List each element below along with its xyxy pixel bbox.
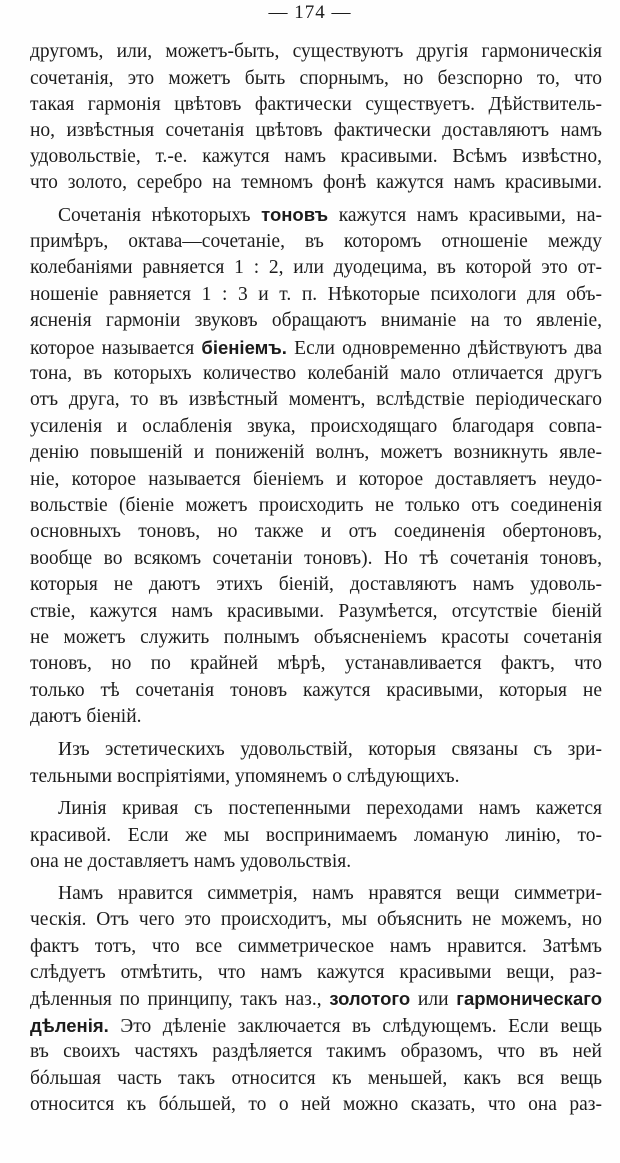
text-segment: отъ друга, то въ извѣстный моментъ, вслѣдствіе періодическаго xyxy=(30,389,602,410)
text-line xyxy=(30,466,602,493)
text-line xyxy=(30,91,602,118)
text-segment: ческія. Отъ чего это происходитъ, мы объяснить не можемъ, но xyxy=(30,909,602,930)
text-line xyxy=(30,413,602,440)
text-line xyxy=(30,1012,602,1040)
text-segment: Сочетанія нѣкоторыхъ xyxy=(58,205,262,226)
text-line xyxy=(30,334,602,362)
text-segment: тона, въ которыхъ количество колебаній мало отличается другъ xyxy=(30,363,602,384)
text-segment: бóльшая часть такъ относится къ меньшей, какъ вся вещь xyxy=(30,1068,602,1089)
text-segment: ношеніе равняется 1 : 3 и т. п. Нѣкоторые психологи для объ- xyxy=(30,284,602,305)
text-segment: ясненія гармоніи звуковъ обращаютъ вниманіе на то явленіе, xyxy=(30,310,602,331)
text-line xyxy=(30,650,602,677)
text-line xyxy=(30,703,602,730)
text-line xyxy=(30,545,602,572)
text-line xyxy=(30,439,602,466)
text-segment: Намъ нравится симметрія, намъ нравятся вещи симметри- xyxy=(58,883,602,904)
text-segment: даютъ біеній. xyxy=(30,706,142,727)
text-line xyxy=(58,736,602,763)
text-line xyxy=(30,38,602,65)
text-line xyxy=(30,117,602,144)
text-line xyxy=(58,795,602,822)
text-line xyxy=(58,201,602,229)
text-segment: что золото, серебро на темномъ фонѣ кажутся намъ красивыми. xyxy=(30,172,602,193)
text-segment: красивой. Если же мы воспринимаемъ ломаную линію, то- xyxy=(30,825,602,846)
text-line xyxy=(30,386,602,413)
text-segment: такая гармонія цвѣтовъ фактически существуетъ. Дѣйствитель- xyxy=(30,94,602,115)
text-segment: ствіе, кажутся намъ красивыми. Разумѣется, отсутствіе біеній xyxy=(30,601,602,622)
text-line xyxy=(30,571,602,598)
text-segment: или xyxy=(410,989,457,1010)
text-segment: слѣдуетъ отмѣтить, что намъ кажутся красивыми вещи, раз- xyxy=(30,962,602,983)
text-segment: ніе, которое называется біеніемъ и которое доставляетъ неудо- xyxy=(30,469,602,490)
text-segment: фактъ тотъ, что все симметрическое намъ нравится. Затѣмъ xyxy=(30,936,602,957)
text-segment: примѣръ, октава—сочетаніе, въ которомъ отношеніе между xyxy=(30,231,602,252)
bold-term: біеніемъ. xyxy=(201,337,287,358)
text-segment: Изъ эстетическихъ удовольствій, которыя связаны съ зри- xyxy=(58,739,602,760)
text-line xyxy=(58,880,602,907)
text-segment: Линія кривая съ постепенными переходами намъ кажется xyxy=(58,798,602,819)
page-number: — 174 — xyxy=(268,2,352,23)
text-segment: основныхъ тоновъ, но также и отъ соединенія обертоновъ, xyxy=(30,521,602,542)
text-line xyxy=(30,518,602,545)
text-line xyxy=(30,228,602,255)
text-segment: другомъ, или, можетъ-быть, существуютъ другія гармоническія xyxy=(30,41,602,62)
text-line xyxy=(30,985,602,1013)
text-segment: которыя не даютъ этихъ біеній, доставляютъ намъ удоволь- xyxy=(30,574,602,595)
text-segment: удовольствіе, т.-е. кажутся намъ красивыми. Всѣмъ извѣстно, xyxy=(30,146,602,167)
text-line xyxy=(30,822,602,849)
text-segment: усиленія и ослабленія звука, происходящаго благодаря совпа- xyxy=(30,416,602,437)
text-segment: дѣленныя по принципу, такъ наз., xyxy=(30,989,330,1010)
text-line xyxy=(30,763,602,790)
text-segment: тельными воспріятіями, упомянемъ о слѣдующихъ. xyxy=(30,766,460,787)
text-line xyxy=(30,360,602,387)
text-line xyxy=(30,933,602,960)
text-line xyxy=(30,254,602,281)
text-line xyxy=(30,959,602,986)
text-segment: которое называется xyxy=(30,338,202,359)
text-line xyxy=(30,624,602,651)
text-line xyxy=(30,307,602,334)
text-segment: кажутся намъ красивыми, на- xyxy=(328,205,602,226)
bold-term: тоновъ xyxy=(261,204,329,225)
bold-term: золотого xyxy=(329,988,411,1009)
text-line xyxy=(30,1091,602,1118)
text-line xyxy=(30,65,602,92)
bold-term: гармоническаго xyxy=(456,988,602,1009)
text-segment: тоновъ, но по крайней мѣрѣ, устанавливается фактъ, что xyxy=(30,653,602,674)
text-line xyxy=(30,1065,602,1092)
text-segment: она не доставляетъ намъ удовольствія. xyxy=(30,851,352,872)
text-line xyxy=(30,906,602,933)
text-segment: сочетанія, это можетъ быть спорнымъ, но безспорно то, что xyxy=(30,68,602,89)
text-line xyxy=(30,143,602,170)
text-segment: въ своихъ частяхъ раздѣляется такимъ образомъ, что въ ней xyxy=(30,1041,602,1062)
text-segment: Это дѣленіе заключается въ слѣдующемъ. Если вещь xyxy=(108,1016,602,1037)
text-line xyxy=(30,281,602,308)
text-line xyxy=(30,598,602,625)
text-segment: Если одновременно дѣйствуютъ два xyxy=(286,338,602,359)
text-line xyxy=(30,1038,602,1065)
text-segment: относится къ бóльшей, то о ней можно сказать, что она раз- xyxy=(30,1094,602,1115)
bold-term: дѣленія. xyxy=(30,1015,109,1036)
text-line xyxy=(30,169,602,196)
text-segment: только тѣ сочетанія тоновъ кажутся красивыми, которыя не xyxy=(30,680,602,701)
text-segment: вольствіе (біеніе можетъ происходить не только отъ соединенія xyxy=(30,495,602,516)
text-line xyxy=(30,677,602,704)
text-segment: колебаніями равняется 1 : 2, или дуодецима, въ которой это от- xyxy=(30,257,602,278)
text-segment: но, извѣстныя сочетанія цвѣтовъ фактически доставляютъ намъ xyxy=(30,120,602,141)
text-line xyxy=(30,492,602,519)
text-segment: денію повышеній и пониженій волнъ, можетъ возникнуть явле- xyxy=(30,442,602,463)
text-segment: не можетъ служить полнымъ объясненіемъ красоты сочетанія xyxy=(30,627,602,648)
text-segment: вообще во всякомъ сочетаніи тоновъ). Но тѣ сочетанія тоновъ, xyxy=(30,548,602,569)
text-line xyxy=(30,848,602,875)
